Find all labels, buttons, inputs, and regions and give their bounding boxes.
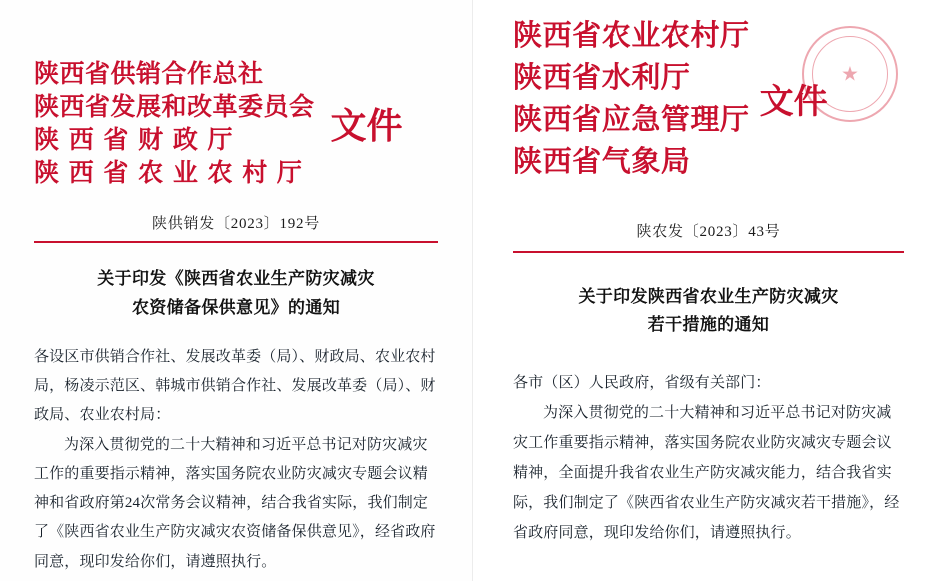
left-body bbox=[34, 343, 438, 577]
right-masthead-line-2: 陕西省水利厅 bbox=[513, 59, 691, 94]
left-masthead bbox=[34, 60, 438, 186]
left-body-paragraph-1: 各设区市供销合作社、发展改革委（局）、财政局、农业农村局，杨凌示范区、韩城市供销合作社、发展改革委（局）、财政局、农业农村局： bbox=[34, 348, 436, 424]
right-body-paragraph-2: 为深入贯彻党的二十大精神和习近平总书记对防灾减灾工作重要指示精神，落实国务院农业防灾减灾专题会议精神，全面提升我省农业生产防灾减灾能力，结合我省实际，我们制定了《陕西省农业生产防灾减灾若干措施》，经省政府同意，现印发给你们，请遵照执行。 bbox=[513, 405, 900, 542]
right-masthead-line-4: 陕西省气象局 bbox=[513, 143, 691, 178]
right-masthead-lines bbox=[513, 20, 750, 178]
left-title-line-1: 关于印发《陕西省农业生产防灾减灾 bbox=[97, 269, 375, 288]
left-document-title bbox=[34, 265, 438, 323]
right-masthead bbox=[513, 20, 904, 178]
left-body-paragraph-2: 为深入贯彻党的二十大精神和习近平总书记对防灾减灾工作的重要指示精神，落实国务院农业防灾减灾专题会议精神和省政府第24次常务会议精神，结合我省实际，我们制定了《陕西省农业生产防灾减灾农资储备保供意见》，经省政府同意，现印发给你们，请遵照执行。 bbox=[34, 436, 436, 570]
right-document-number: 陕农发〔2023〕43号 bbox=[636, 223, 781, 240]
left-title-line-2: 农资储备保供意见》的通知 bbox=[131, 297, 341, 317]
masthead-line-1: 陕西省供销合作总社 bbox=[34, 59, 264, 88]
left-document-number: 陕供销发〔2023〕192号 bbox=[151, 216, 320, 232]
seal-star-icon: ★ bbox=[841, 63, 859, 86]
right-title-line-2: 若干措施的通知 bbox=[647, 315, 770, 335]
right-masthead-line-3: 陕西省应急管理厅 bbox=[513, 101, 750, 136]
right-masthead-line-1: 陕西省农业农村厅 bbox=[513, 18, 750, 52]
right-body-paragraph-1: 各市（区）人民政府，省级有关部门： bbox=[513, 375, 771, 392]
masthead-line-4: 陕 西 省 农 业 农 村 厅 bbox=[34, 158, 303, 187]
right-document-title bbox=[513, 283, 904, 341]
left-wenjian-label: 文件 bbox=[330, 104, 403, 147]
right-title-line-1: 关于印发陕西省农业生产防灾减灾 bbox=[578, 286, 839, 306]
masthead-line-3: 陕 西 省 财 政 厅 bbox=[34, 125, 234, 154]
right-red-divider bbox=[513, 251, 904, 253]
right-document bbox=[472, 0, 944, 581]
right-wenjian-label: 文件 bbox=[759, 82, 828, 123]
masthead-line-2: 陕西省发展和改革委员会 bbox=[34, 92, 315, 121]
left-masthead-lines bbox=[34, 60, 315, 186]
right-body bbox=[513, 368, 904, 548]
left-red-divider bbox=[34, 241, 438, 243]
